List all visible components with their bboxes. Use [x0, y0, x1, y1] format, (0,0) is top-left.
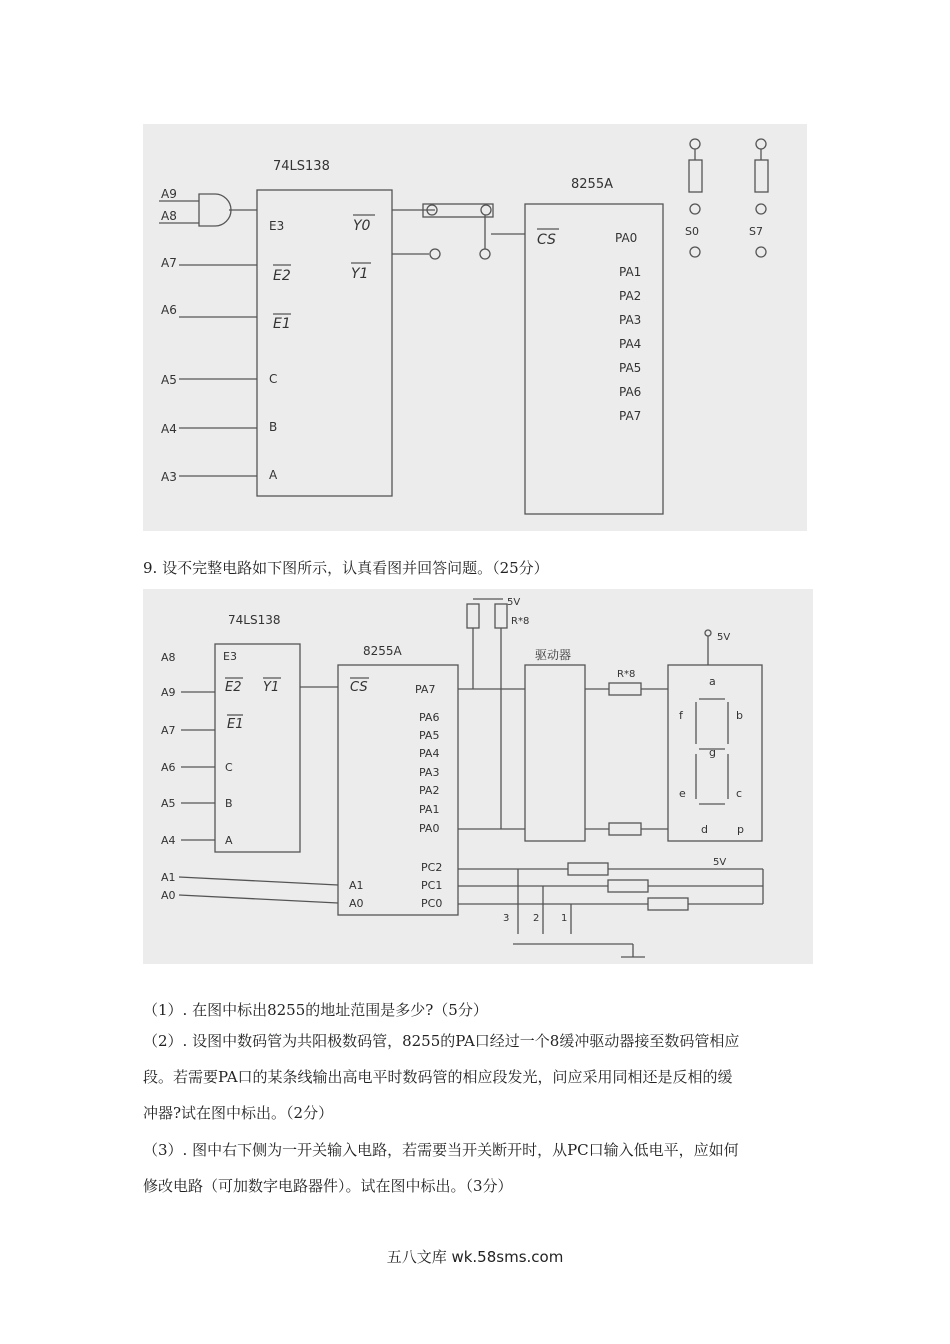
wire — [179, 877, 338, 885]
page-footer: 五八文库 wk.58sms.com — [386, 1248, 564, 1266]
resistor — [467, 604, 479, 628]
cs-pin: CS — [350, 680, 368, 695]
decoder-pin: A — [269, 468, 278, 482]
decoder-pin: E1 — [227, 717, 244, 732]
circuit-figure-2 — [143, 589, 813, 964]
addr-input-label: A5 — [161, 373, 177, 387]
switch-label: S0 — [685, 225, 699, 238]
question-part-2-line-2: 段。若需要PA口的某条线输出高电平时数码管的相应段发光，问应采用同相还是反相的缓 — [143, 1068, 733, 1086]
pa-pin: PA6 — [419, 711, 440, 724]
decoder-pin: Y1 — [263, 680, 280, 695]
lower-address-label: A0 — [161, 889, 176, 902]
port-pin: PA0 — [615, 231, 638, 245]
terminal — [480, 249, 490, 259]
resistor — [648, 898, 688, 910]
resistor-label: R*8 — [511, 616, 530, 627]
addr-input-label: A4 — [161, 834, 176, 847]
terminal — [690, 139, 700, 149]
decoder-title: 74LS138 — [273, 159, 330, 174]
port-pin: PA4 — [619, 337, 642, 351]
driver-box — [525, 665, 585, 841]
segment-label: p — [737, 823, 744, 836]
circuit-figure-1 — [143, 124, 807, 531]
port-pin: PA3 — [619, 313, 642, 327]
supply-label: 5V — [507, 597, 521, 608]
decoder-pin: C — [269, 372, 278, 386]
question-part-2-line-3: 冲器?试在图中标出。（2分） — [143, 1104, 334, 1122]
segment-label: f — [679, 709, 683, 722]
wire — [179, 895, 338, 903]
pc-pin: PC1 — [421, 879, 443, 892]
decoder-box — [215, 644, 300, 852]
pa-pin: PA0 — [419, 822, 440, 835]
decoder-pin: E3 — [223, 650, 237, 663]
decoder-pin: E2 — [273, 268, 291, 284]
ppi-box — [338, 665, 458, 915]
addr-input-label: A9 — [161, 187, 177, 201]
decoder-title: 74LS138 — [228, 613, 281, 627]
addr-input-label: A9 — [161, 686, 176, 699]
pa-pin: PA7 — [415, 683, 436, 696]
switch-number: 2 — [533, 913, 540, 924]
port-pin: PA6 — [619, 385, 642, 399]
pa-pin: PA3 — [419, 766, 440, 779]
segment-label: b — [736, 709, 743, 722]
addr-input-label: A7 — [161, 256, 177, 270]
pa-pin: PA2 — [419, 784, 440, 797]
segment-label: d — [701, 823, 708, 836]
pc-pin: PC0 — [421, 897, 443, 910]
question-9: 9. 设不完整电路如下图所示，认真看图并回答问题。（25分） — [143, 559, 549, 577]
chip-address-pin: A1 — [349, 879, 364, 892]
pa-pin: PA1 — [419, 803, 440, 816]
switch-number: 3 — [503, 913, 510, 924]
resistor — [568, 863, 608, 875]
switch-supply-label: 5V — [713, 857, 727, 868]
terminal — [430, 249, 440, 259]
ppi-box — [525, 204, 663, 514]
pc-pin: PC2 — [421, 861, 443, 874]
addr-input-label: A7 — [161, 724, 176, 737]
terminal — [481, 205, 491, 215]
addr-input-label: A8 — [161, 651, 176, 664]
question-part-1: （1）. 在图中标出8255的地址范围是多少?（5分） — [143, 1001, 488, 1019]
addr-input-label: A8 — [161, 209, 177, 223]
pa-pin: PA5 — [419, 729, 440, 742]
question-part-3-line-2: 修改电路（可加数字电路器件）。试在图中标出。（3分） — [143, 1177, 513, 1195]
decoder-output: Y0 — [353, 218, 371, 234]
terminal — [756, 204, 766, 214]
resistor — [689, 160, 702, 192]
cs-pin: CS — [537, 232, 556, 248]
port-pin: PA5 — [619, 361, 642, 375]
addr-input-label: A4 — [161, 422, 177, 436]
addr-input-label: A5 — [161, 797, 176, 810]
ppi-title: 8255A — [571, 177, 613, 192]
terminal — [690, 247, 700, 257]
switch-number: 1 — [561, 913, 568, 924]
resistor-label: R*8 — [617, 669, 636, 680]
addr-input-label: A3 — [161, 470, 177, 484]
resistor — [609, 683, 641, 695]
ppi-title: 8255A — [363, 644, 402, 658]
addr-input-label: A6 — [161, 303, 177, 317]
segment-label: g — [709, 746, 716, 759]
and-gate — [199, 194, 231, 226]
segment-label: a — [709, 675, 716, 688]
display-supply-label: 5V — [717, 632, 731, 643]
resistor — [495, 604, 507, 628]
question-part-3-line-1: （3）. 图中右下侧为一开关输入电路，若需要当开关断开时，从PC口输入低电平，应如何 — [143, 1141, 739, 1159]
question-part-2-line-1: （2）. 设图中数码管为共阳极数码管，8255的PA口经过一个8缓冲驱动器接至数码管相应 — [143, 1032, 740, 1050]
decoder-pin: E3 — [269, 219, 285, 233]
decoder-output: Y1 — [351, 266, 369, 282]
terminal — [756, 247, 766, 257]
decoder-pin: B — [225, 797, 233, 810]
decoder-pin: C — [225, 761, 233, 774]
terminal — [705, 630, 711, 636]
decoder-pin: E2 — [225, 680, 242, 695]
lower-address-label: A1 — [161, 871, 176, 884]
port-pin: PA2 — [619, 289, 642, 303]
decoder-pin: A — [225, 834, 233, 847]
addr-input-label: A6 — [161, 761, 176, 774]
segment-label: c — [736, 787, 743, 800]
chip-address-pin: A0 — [349, 897, 364, 910]
terminal — [690, 204, 700, 214]
driver-label: 驱动器 — [535, 648, 572, 662]
resistor — [608, 880, 648, 892]
pa-pin: PA4 — [419, 747, 440, 760]
switch-label: S7 — [749, 225, 763, 238]
decoder-pin: B — [269, 420, 278, 434]
port-pin: PA1 — [619, 265, 642, 279]
segment-label: e — [679, 787, 686, 800]
decoder-box — [257, 190, 392, 496]
resistor — [755, 160, 768, 192]
decoder-pin: E1 — [273, 316, 291, 332]
resistor — [609, 823, 641, 835]
terminal — [756, 139, 766, 149]
port-pin: PA7 — [619, 409, 642, 423]
